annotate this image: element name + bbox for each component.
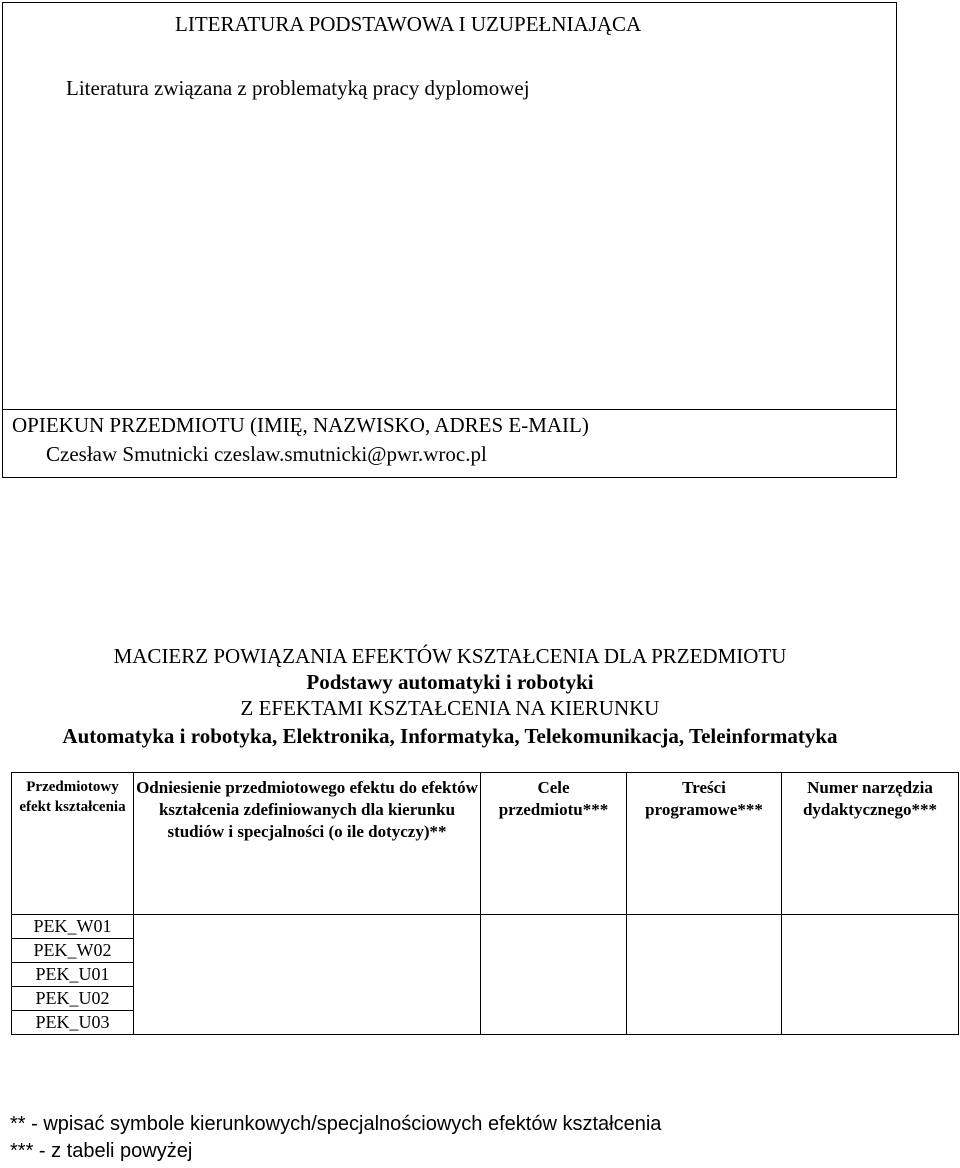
supervisor-label: OPIEKUN PRZEDMIOTU (IMIĘ, NAZWISKO, ADRES E-MAIL) bbox=[12, 413, 589, 437]
list-item: PEK_W02 bbox=[12, 939, 133, 963]
list-item: PEK_W01 bbox=[12, 915, 133, 939]
table-row bbox=[12, 915, 959, 1035]
effects-list bbox=[12, 915, 133, 1034]
literature-item: Literatura związana z problematyką pracy dyplomowej bbox=[66, 76, 530, 100]
list-item: PEK_U03 bbox=[35, 1012, 110, 1032]
header-reference: Odniesienie przedmiotowego efektu do efektów kształcenia zdefiniowanych dla kierunku studiów i specjalności (o ile dotyczy)** bbox=[134, 773, 481, 915]
header-objectives: Cele przedmiotu*** bbox=[481, 773, 627, 915]
supervisor-value: Czesław Smutnicki czeslaw.smutnicki@pwr.wroc.pl bbox=[46, 442, 487, 466]
matrix-title: MACIERZ POWIĄZANIA EFEKTÓW KSZTAŁCENIA DLA PRZEDMIOTU bbox=[113, 644, 787, 668]
effects-cell bbox=[12, 915, 134, 1035]
header-tool-number: Numer narzędzia dydaktycznego*** bbox=[782, 773, 959, 915]
reference-cell bbox=[134, 915, 481, 1035]
effects-matrix-table bbox=[11, 772, 959, 1035]
objectives-cell bbox=[481, 915, 627, 1035]
header-content: Treści programowe*** bbox=[627, 773, 782, 915]
box-divider bbox=[2, 409, 897, 410]
list-item: PEK_U01 bbox=[12, 963, 133, 987]
content-cell bbox=[627, 915, 782, 1035]
literature-title: LITERATURA PODSTAWOWA I UZUPEŁNIAJĄCA bbox=[175, 12, 642, 36]
matrix-subtitle: Z EFEKTAMI KSZTAŁCENIA NA KIERUNKU bbox=[240, 696, 660, 720]
tool-number-cell bbox=[782, 915, 959, 1035]
programmes-list: Automatyka i robotyka, Elektronika, Informatyka, Telekomunikacja, Teleinformatyka bbox=[62, 724, 838, 748]
course-name: Podstawy automatyki i robotyki bbox=[306, 670, 594, 694]
table-header-row bbox=[12, 773, 959, 915]
footnote: *** - z tabeli powyżej bbox=[10, 1140, 193, 1162]
footnote: ** - wpisać symbole kierunkowych/specjalnościowych efektów kształcenia bbox=[10, 1113, 662, 1135]
header-effect: Przedmiotowy efekt kształcenia bbox=[12, 773, 134, 915]
literature-box bbox=[2, 2, 897, 478]
list-item: PEK_U02 bbox=[12, 987, 133, 1011]
